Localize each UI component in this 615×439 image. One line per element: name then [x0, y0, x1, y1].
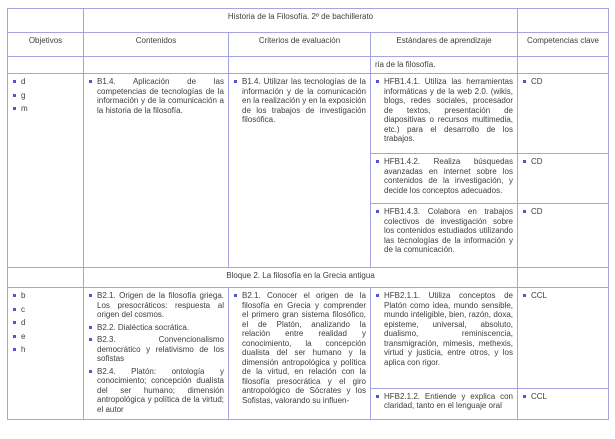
continuation-row	[8, 57, 609, 74]
list-item: B2.1. Origen de la filosofía griega. Los presocráticos: respuesta al origen del cosmos.	[88, 291, 224, 320]
list-item: b	[12, 291, 79, 301]
competencia-cell	[518, 74, 609, 154]
continuation-text: ria de la filosofía.	[371, 57, 518, 74]
curriculum-table	[7, 8, 609, 420]
estandar-text: HFB2.1.2. Entiende y explica con claridad, tanto en el lenguaje oral	[375, 392, 513, 411]
list-item: B2.4. Platón: ontología y conocimiento; concepción dualista del ser humano; dimensión antropológica y política de la virtud; el autor	[88, 367, 224, 415]
table-title: Historia de la Filosofía. 2º de bachillerato	[84, 9, 518, 33]
competencia-cell	[518, 388, 609, 419]
block2-banner: Bloque 2. La filosofía en la Grecia antigua	[84, 268, 518, 288]
list-item: B2.1. Conocer el origen de la filosofía en Grecia y comprender el primero gran sistema filosófico, el de Platón, analizando la relación entre realidad y conocimiento, la concepción dualista del ser humano y la dimensión antropológica y política de la virtud, en relación con la filosofía presocrática y el giro antropológico de Sócrates y los Sofistas, valorando su influen-	[233, 291, 366, 405]
estandar-text: HFB1.4.3. Colabora en trabajos colectivos de investigación sobre los contenidos estudiados utilizando las tecnologías de la información y de la comunicación.	[375, 207, 513, 255]
list-item: B1.4. Aplicación de las competencias de tecnologías de la información y de la comunicación a la historia de la filosofía.	[88, 77, 224, 115]
empty-cell	[518, 9, 609, 33]
list-item: h	[12, 345, 79, 355]
column-header-objetivos: Objetivos	[8, 33, 84, 57]
estandar-cell	[371, 388, 518, 419]
contenidos-cell	[84, 74, 229, 268]
competencia-badge: CCL	[522, 392, 604, 402]
block1-row1	[8, 74, 609, 154]
competencia-badge: CD	[522, 77, 604, 87]
column-header-criterios: Criterios de evaluación	[229, 33, 371, 57]
criterios-cell	[229, 74, 371, 268]
estandar-text: HFB1.4.1. Utiliza las herramientas informáticas y de la web 2.0. (wikis, blogs, redes sociales, procesador de textos, presentación de diapositivas o recursos multimedia, etc.) para el desarrollo de los trabajos.	[375, 77, 513, 144]
estandar-text: HFB1.4.2. Realiza búsquedas avanzadas en internet sobre los contenidos de la investigación, y decide los conceptos adecuados.	[375, 157, 513, 195]
column-header-estandares: Estándares de aprendizaje	[371, 33, 518, 57]
objetivos-cell	[8, 74, 84, 268]
competencia-badge: CD	[522, 157, 604, 167]
block2-row1	[8, 288, 609, 389]
estandar-cell	[371, 288, 518, 389]
objetivos-list	[12, 291, 79, 355]
estandar-cell	[371, 74, 518, 154]
list-item: B1.4. Utilizar las tecnologías de la información y de la comunicación en la realización y en la exposición de los trabajos de investigación filosófica.	[233, 77, 366, 125]
empty-cell	[229, 57, 371, 74]
column-header-competencias: Competencias clave	[518, 33, 609, 57]
competencia-badge: CD	[522, 207, 604, 217]
estandar-text: HFB2.1.1. Utiliza conceptos de Platón como idea, mundo sensible, mundo inteligible, bien, razón, doxa, episteme, universal, absoluto, dualismo, reminiscencia, transmigración, mimesis, methexis, virtud y justicia, entre otros, y los aplica con rigor.	[375, 291, 513, 367]
empty-cell	[84, 57, 229, 74]
empty-cell	[8, 268, 84, 288]
contenidos-list	[88, 291, 224, 414]
list-item: e	[12, 332, 79, 342]
objetivos-list	[12, 77, 79, 114]
block2-banner-row	[8, 268, 609, 288]
list-item: g	[12, 91, 79, 101]
list-item: d	[12, 318, 79, 328]
empty-cell	[8, 57, 84, 74]
list-item: m	[12, 104, 79, 114]
empty-cell	[8, 9, 84, 33]
competencia-cell	[518, 288, 609, 389]
estandar-cell	[371, 154, 518, 204]
competencia-badge: CCL	[522, 291, 604, 301]
empty-cell	[518, 57, 609, 74]
list-item: B2.3. Convencionalismo democrático y relativismo de los sofistas	[88, 335, 224, 364]
title-row	[8, 9, 609, 33]
column-header-contenidos: Contenidos	[84, 33, 229, 57]
objetivos-cell	[8, 288, 84, 420]
criterios-cell	[229, 288, 371, 420]
competencia-cell	[518, 204, 609, 268]
criterios-list	[233, 291, 366, 405]
column-header-row	[8, 33, 609, 57]
estandar-cell	[371, 204, 518, 268]
empty-cell	[518, 268, 609, 288]
contenidos-list	[88, 77, 224, 115]
competencia-cell	[518, 154, 609, 204]
contenidos-cell	[84, 288, 229, 420]
list-item: B2.2. Dialéctica socrática.	[88, 323, 224, 333]
list-item: c	[12, 305, 79, 315]
criterios-list	[233, 77, 366, 125]
list-item: d	[12, 77, 79, 87]
